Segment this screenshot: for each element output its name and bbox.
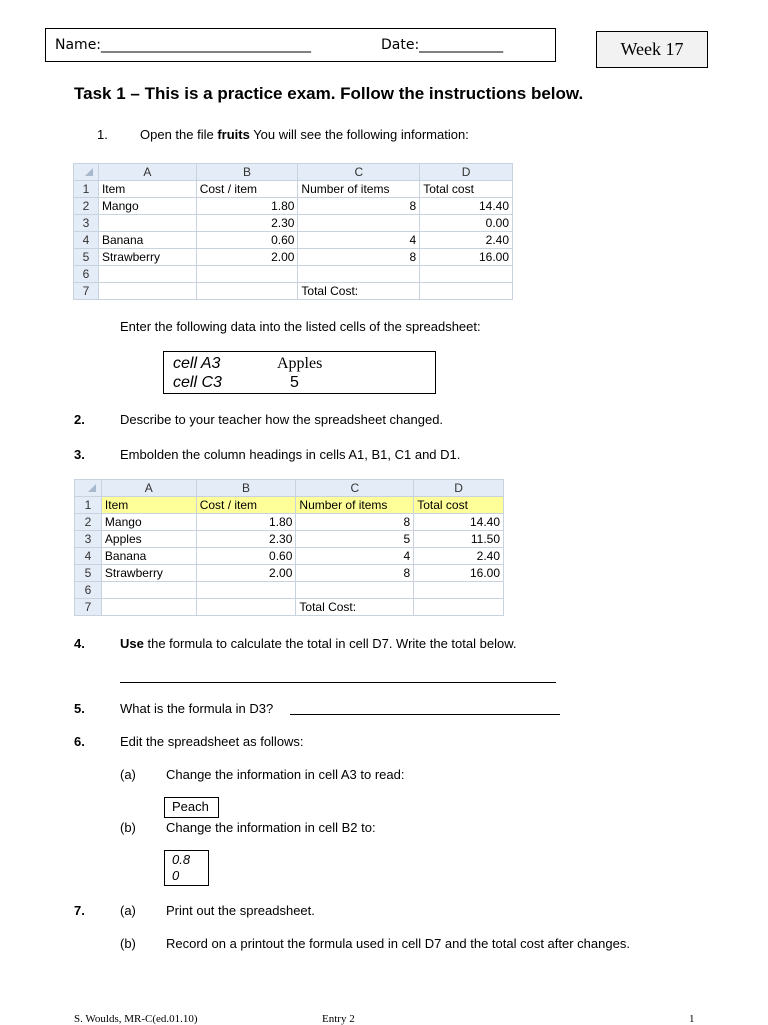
col-header-d: D xyxy=(414,480,504,497)
entry-cell-2: cell C3 xyxy=(173,374,222,391)
step7b-label: (b) xyxy=(120,936,136,951)
footer-level: Entry 2 xyxy=(322,1013,355,1025)
spreadsheet-1 xyxy=(73,163,513,300)
cell-c7: Total Cost: xyxy=(296,599,414,616)
step4-number: 4. xyxy=(74,636,85,651)
step3-text: Embolden the column headings in cells A1, B1, C1 and D1. xyxy=(120,447,461,462)
answer-line-total xyxy=(120,682,556,683)
col-header-d: D xyxy=(420,164,513,181)
cell-d2: 14.40 xyxy=(414,514,504,531)
cell-d7 xyxy=(414,599,504,616)
step6-text: Edit the spreadsheet as follows: xyxy=(120,734,304,749)
cell-b1: Cost / item xyxy=(196,181,298,198)
cell-b6 xyxy=(196,582,296,599)
step4-text xyxy=(120,636,516,651)
cell-d2: 14.40 xyxy=(420,198,513,215)
header-box xyxy=(45,28,556,62)
cell-d5: 16.00 xyxy=(420,249,513,266)
cell-a7 xyxy=(101,599,196,616)
step5-text: What is the formula in D3? xyxy=(120,701,274,716)
step7b-text: Record on a printout the formula used in cell D7 and the total cost after changes. xyxy=(166,936,630,951)
cell-d1: Total cost xyxy=(414,497,504,514)
cell-b5: 2.00 xyxy=(196,249,298,266)
cell-c2: 8 xyxy=(296,514,414,531)
cell-a1: Item xyxy=(101,497,196,514)
entry-cell-1: cell A3 xyxy=(173,355,221,372)
cell-a1: Item xyxy=(98,181,196,198)
cell-c3: 5 xyxy=(296,531,414,548)
step1-text-after: You will see the following information: xyxy=(249,127,469,142)
cell-a5: Strawberry xyxy=(98,249,196,266)
table-row xyxy=(74,249,513,266)
row-number: 4 xyxy=(74,232,99,249)
cell-c1: Number of items xyxy=(296,497,414,514)
table-row xyxy=(74,181,513,198)
value-box-line1: 0.8 xyxy=(172,852,191,867)
cell-c2: 8 xyxy=(298,198,420,215)
spreadsheet-2 xyxy=(74,479,504,616)
cell-a6 xyxy=(101,582,196,599)
step6a-label: (a) xyxy=(120,767,136,782)
step1-number: 1. xyxy=(97,127,108,142)
cell-c4: 4 xyxy=(296,548,414,565)
col-header-a: A xyxy=(101,480,196,497)
cell-d3: 0.00 xyxy=(420,215,513,232)
cell-b4: 0.60 xyxy=(196,548,296,565)
row-number: 3 xyxy=(74,215,99,232)
step7a-label: (a) xyxy=(120,903,136,918)
col-header-b: B xyxy=(196,480,296,497)
row-number: 5 xyxy=(75,565,102,582)
step1-text xyxy=(140,127,469,142)
week-label: Week 17 xyxy=(596,31,708,68)
step4-rest: the formula to calculate the total in cell D7. Write the total below. xyxy=(143,636,517,651)
cell-d1: Total cost xyxy=(420,181,513,198)
cell-a6 xyxy=(98,266,196,283)
step1-file-name: fruits xyxy=(217,127,250,142)
table-row xyxy=(75,497,504,514)
cell-c6 xyxy=(296,582,414,599)
row-number: 7 xyxy=(75,599,102,616)
step4-bold: Use xyxy=(120,636,144,651)
table-row xyxy=(75,514,504,531)
table-row xyxy=(75,599,504,616)
step6-number: 6. xyxy=(74,734,85,749)
row-number: 6 xyxy=(74,266,99,283)
step6a-text: Change the information in cell A3 to read: xyxy=(166,767,405,782)
cell-a4: Banana xyxy=(98,232,196,249)
corner-cell xyxy=(75,480,102,497)
row-number: 2 xyxy=(74,198,99,215)
row-number: 4 xyxy=(75,548,102,565)
cell-d4: 2.40 xyxy=(414,548,504,565)
value-box xyxy=(164,850,209,886)
table-row xyxy=(75,565,504,582)
cell-a3: Apples xyxy=(101,531,196,548)
enter-data-text: Enter the following data into the listed cells of the spreadsheet: xyxy=(120,319,481,334)
name-field: Name:______________________________ xyxy=(55,37,312,53)
col-header-c: C xyxy=(296,480,414,497)
row-number: 1 xyxy=(74,181,99,198)
cell-c5: 8 xyxy=(296,565,414,582)
peach-box: Peach xyxy=(164,797,219,818)
cell-a5: Strawberry xyxy=(101,565,196,582)
col-header-a: A xyxy=(98,164,196,181)
cell-a4: Banana xyxy=(101,548,196,565)
cell-c1: Number of items xyxy=(298,181,420,198)
cell-b2: 1.80 xyxy=(196,198,298,215)
step2-number: 2. xyxy=(74,412,85,427)
cell-d4: 2.40 xyxy=(420,232,513,249)
table-row xyxy=(75,531,504,548)
step7-number: 7. xyxy=(74,903,85,918)
entry-box xyxy=(163,351,436,394)
footer-page-number: 1 xyxy=(689,1013,695,1025)
task-title: Task 1 – This is a practice exam. Follow the instructions below. xyxy=(74,84,584,103)
cell-a7 xyxy=(98,283,196,300)
table-row xyxy=(74,198,513,215)
cell-b7 xyxy=(196,599,296,616)
corner-cell xyxy=(74,164,99,181)
footer-author: S. Woulds, MR-C(ed.01.10) xyxy=(74,1013,198,1025)
cell-a3 xyxy=(98,215,196,232)
date-field: Date:____________ xyxy=(381,37,504,53)
cell-d5: 16.00 xyxy=(414,565,504,582)
cell-b3: 2.30 xyxy=(196,215,298,232)
answer-line-formula xyxy=(290,714,560,715)
cell-d6 xyxy=(420,266,513,283)
cell-c4: 4 xyxy=(298,232,420,249)
cell-b2: 1.80 xyxy=(196,514,296,531)
cell-b4: 0.60 xyxy=(196,232,298,249)
step6b-text: Change the information in cell B2 to: xyxy=(166,820,376,835)
step3-number: 3. xyxy=(74,447,85,462)
cell-a2: Mango xyxy=(101,514,196,531)
table-row xyxy=(74,215,513,232)
cell-d3: 11.50 xyxy=(414,531,504,548)
cell-d7 xyxy=(420,283,513,300)
row-number: 7 xyxy=(74,283,99,300)
table-row xyxy=(74,266,513,283)
step7a-text: Print out the spreadsheet. xyxy=(166,903,315,918)
entry-value-2: 5 xyxy=(290,374,299,391)
row-number: 5 xyxy=(74,249,99,266)
table-row xyxy=(75,582,504,599)
cell-c3 xyxy=(298,215,420,232)
cell-b7 xyxy=(196,283,298,300)
value-box-line2: 0 xyxy=(172,868,180,883)
step5-number: 5. xyxy=(74,701,85,716)
step1-text-before: Open the file xyxy=(140,127,218,142)
entry-value-1: Apples xyxy=(277,355,323,372)
table-row xyxy=(74,283,513,300)
row-number: 2 xyxy=(75,514,102,531)
cell-b5: 2.00 xyxy=(196,565,296,582)
row-number: 3 xyxy=(75,531,102,548)
cell-b6 xyxy=(196,266,298,283)
cell-b1: Cost / item xyxy=(196,497,296,514)
cell-c5: 8 xyxy=(298,249,420,266)
table-row xyxy=(74,232,513,249)
col-header-b: B xyxy=(196,164,298,181)
cell-c6 xyxy=(298,266,420,283)
step6b-label: (b) xyxy=(120,820,136,835)
cell-d6 xyxy=(414,582,504,599)
step2-text: Describe to your teacher how the spreadsheet changed. xyxy=(120,412,444,427)
row-number: 6 xyxy=(75,582,102,599)
row-number: 1 xyxy=(75,497,102,514)
cell-a2: Mango xyxy=(98,198,196,215)
cell-b3: 2.30 xyxy=(196,531,296,548)
col-header-c: C xyxy=(298,164,420,181)
table-row xyxy=(75,548,504,565)
cell-c7: Total Cost: xyxy=(298,283,420,300)
